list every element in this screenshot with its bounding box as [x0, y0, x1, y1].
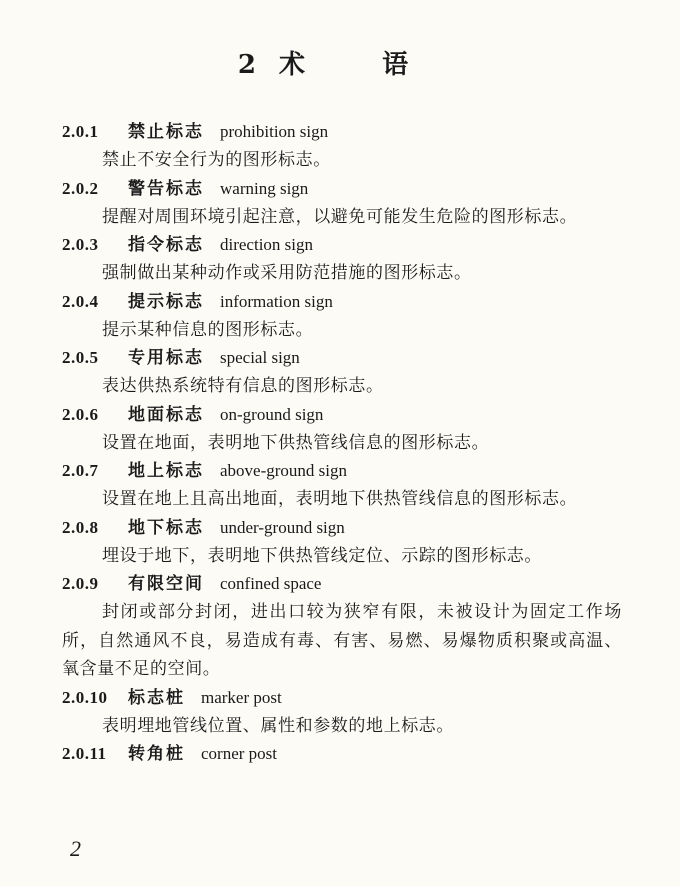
term-english: corner post — [201, 744, 278, 763]
term-english: confined space — [220, 574, 322, 593]
term-number: 2.0.6 — [62, 404, 99, 424]
term-english: special sign — [220, 348, 300, 367]
term-english: prohibition sign — [220, 122, 329, 141]
term-definition: 提醒对周围环境引起注意，以避免可能发生危险的图形标志。 — [102, 206, 578, 227]
term-heading — [62, 288, 622, 316]
term-chinese: 提示标志 — [128, 291, 204, 312]
term-definition: 封闭或部分封闭，进出口较为狭窄有限，未被设计为固定工作场所，自然通风不良，易造成有毒、有害、易燃、易爆物质积聚或高温、氧含量不足的空间。 — [62, 602, 622, 679]
term-heading — [62, 740, 622, 768]
term-entry — [62, 288, 622, 345]
term-english: on-ground sign — [220, 404, 324, 424]
term-entry — [62, 457, 622, 514]
term-chinese: 地上标志 — [128, 461, 204, 481]
term-entry — [62, 118, 622, 175]
term-chinese: 禁止标志 — [128, 122, 204, 142]
term-number: 2.0.3 — [62, 235, 99, 254]
term-heading — [62, 457, 622, 485]
term-english: warning sign — [220, 178, 309, 198]
term-definition: 表明埋地管线位置、属性和参数的地上标志。 — [102, 715, 454, 736]
term-definition: 设置在地上且高出地面，表明地下供热管线信息的图形标志。 — [102, 489, 578, 509]
term-number: 2.0.1 — [62, 122, 99, 141]
term-definition: 表达供热系统特有信息的图形标志。 — [102, 376, 384, 396]
term-chinese: 有限空间 — [128, 574, 204, 594]
term-number: 2.0.11 — [62, 744, 107, 763]
chapter-title: 术 语 — [279, 50, 443, 80]
term-definition: 设置在地面，表明地下供热管线信息的图形标志。 — [102, 432, 490, 453]
page-number: 2 — [70, 836, 81, 861]
term-english: above-ground sign — [220, 461, 348, 480]
term-number: 2.0.4 — [62, 291, 99, 311]
term-chinese: 地面标志 — [128, 404, 204, 425]
term-chinese: 专用标志 — [128, 348, 204, 368]
term-english: marker post — [201, 687, 282, 707]
term-english: under-ground sign — [220, 517, 345, 537]
term-heading — [62, 401, 622, 429]
term-heading — [62, 344, 622, 372]
term-number: 2.0.8 — [62, 517, 99, 537]
term-definition: 提示某种信息的图形标志。 — [102, 319, 314, 340]
term-definition: 强制做出某种动作或采用防范措施的图形标志。 — [102, 263, 472, 283]
term-definition: 埋设于地下，表明地下供热管线定位、示踪的图形标志。 — [102, 545, 542, 566]
term-chinese: 转角桩 — [128, 744, 185, 764]
term-chinese: 警告标志 — [128, 178, 204, 199]
term-heading — [62, 684, 622, 712]
term-entry — [62, 231, 622, 288]
term-heading — [62, 118, 622, 146]
term-number: 2.0.7 — [62, 461, 99, 480]
term-heading — [62, 175, 622, 203]
term-heading — [62, 514, 622, 542]
term-entry — [62, 684, 622, 741]
page-title — [0, 44, 680, 81]
term-number: 2.0.10 — [62, 687, 108, 707]
term-entry — [62, 570, 622, 684]
term-definition: 禁止不安全行为的图形标志。 — [102, 150, 331, 170]
term-heading — [62, 231, 622, 259]
term-entry — [62, 514, 622, 571]
term-entry — [62, 401, 622, 458]
term-english: information sign — [220, 291, 333, 311]
term-heading — [62, 570, 622, 598]
term-entry — [62, 175, 622, 232]
term-chinese: 地下标志 — [128, 517, 204, 538]
term-entry — [62, 740, 622, 768]
term-number: 2.0.5 — [62, 348, 99, 367]
term-list — [62, 118, 622, 768]
term-entry — [62, 344, 622, 401]
term-english: direction sign — [220, 235, 314, 254]
term-chinese: 指令标志 — [128, 235, 204, 255]
term-number: 2.0.9 — [62, 574, 99, 593]
term-chinese: 标志桩 — [128, 687, 185, 708]
chapter-number: 2 — [237, 50, 258, 80]
term-number: 2.0.2 — [62, 178, 99, 198]
